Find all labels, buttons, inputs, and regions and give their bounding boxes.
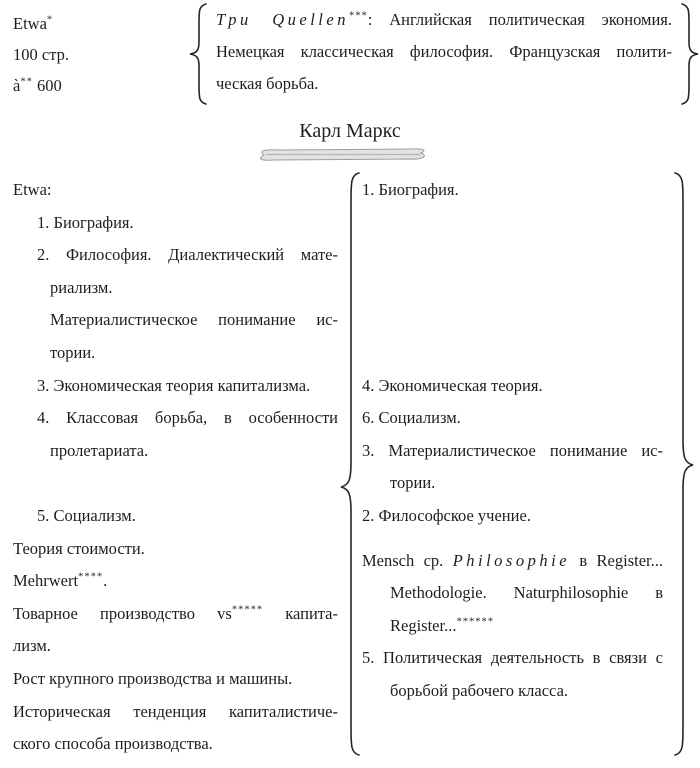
blank-line <box>362 304 663 337</box>
flourish-strikethrough <box>256 147 430 163</box>
text-line <box>13 70 153 101</box>
three-sources-note <box>216 4 672 100</box>
blank-line <box>362 207 663 240</box>
text-line: тории. <box>50 342 96 362</box>
text-run: в Register... <box>570 550 663 570</box>
text-line <box>216 4 672 36</box>
text-line: 6. Социализм. <box>362 408 461 428</box>
text-run: : Английская политическая экономия. <box>367 10 673 29</box>
text-line: 3. Экономическая теория капитализма. <box>37 375 311 395</box>
text-line: 1. Биография. <box>37 212 134 232</box>
text-line: ского способа производства. <box>13 734 213 754</box>
blank-line <box>362 337 663 370</box>
text-line: тории. <box>390 473 436 493</box>
footnote-stars: *** <box>348 10 368 22</box>
left-outline-column <box>13 174 338 761</box>
text-line: 4. Экономическая теория. <box>362 375 543 395</box>
text-run: капита- <box>263 603 339 623</box>
text-line: Историческая тенденция капиталистиче- <box>13 701 338 721</box>
footnote-stars: ***** <box>231 604 264 616</box>
text-line: 2. Философия. Диалектический мате- <box>37 245 338 265</box>
text-line: 100 стр. <box>13 45 69 64</box>
blank-line <box>362 239 663 272</box>
blank-line <box>362 272 663 305</box>
text-line: Немецкая классическая философия. Французская полити- <box>216 42 672 61</box>
text-run: Etwa <box>13 14 47 33</box>
footnote-stars: ** <box>20 76 33 88</box>
right-outline-column <box>362 174 663 708</box>
text-run: 600 <box>32 76 62 95</box>
text-line: Материалистическое понимание ис- <box>50 310 338 330</box>
text-line: Methodologie. Naturphilosophie в <box>390 583 663 603</box>
text-line: 2. Философское учение. <box>362 505 531 525</box>
text-line: 3. Материалистическое понимание ис- <box>362 440 663 460</box>
text-line <box>13 8 153 39</box>
text-run: à <box>13 76 21 95</box>
footnote-stars: ****** <box>456 616 494 628</box>
text-line: Etwa: <box>13 180 52 199</box>
footnote-stars: **** <box>78 571 104 583</box>
text-line: 5. Политическая деятельность в связи с <box>362 648 663 668</box>
footnote-stars: * <box>46 14 54 26</box>
text-line <box>13 565 338 598</box>
right-curly-brace-sources <box>679 2 700 106</box>
text-line: риализм. <box>50 277 113 297</box>
text-line: Теория стоимости. <box>13 538 145 558</box>
text-line <box>362 610 663 643</box>
text-run: Mensch ср. <box>362 550 453 570</box>
text-line: борьбой рабочего класса. <box>390 680 569 700</box>
left-curly-brace-outline <box>338 170 362 758</box>
top-left-note <box>13 8 153 101</box>
text-line: пролетариата. <box>50 440 149 460</box>
text-line: 4. Классовая борьба, в особенности <box>37 408 338 428</box>
text-line <box>362 545 663 578</box>
right-curly-brace-outline <box>672 170 696 758</box>
text-line <box>13 598 338 631</box>
blank-line <box>13 467 338 500</box>
page-title: Карл Маркс <box>299 120 401 142</box>
text-run-italic: Philosophie <box>452 550 571 570</box>
text-run: Товарное производство vs <box>13 603 232 623</box>
text-line: Рост крупного производства и машины. <box>13 668 293 688</box>
text-line: 1. Биография. <box>362 180 459 199</box>
text-line: ческая борьба. <box>216 74 319 93</box>
text-run: Mehrwert <box>13 571 79 591</box>
text-run-italic: Три Quellen <box>216 10 349 29</box>
text-line: 5. Социализм. <box>37 505 136 525</box>
text-run: . <box>103 571 108 591</box>
left-curly-brace-sources <box>187 2 209 106</box>
text-run: Register... <box>390 615 457 635</box>
text-line: лизм. <box>13 636 51 656</box>
